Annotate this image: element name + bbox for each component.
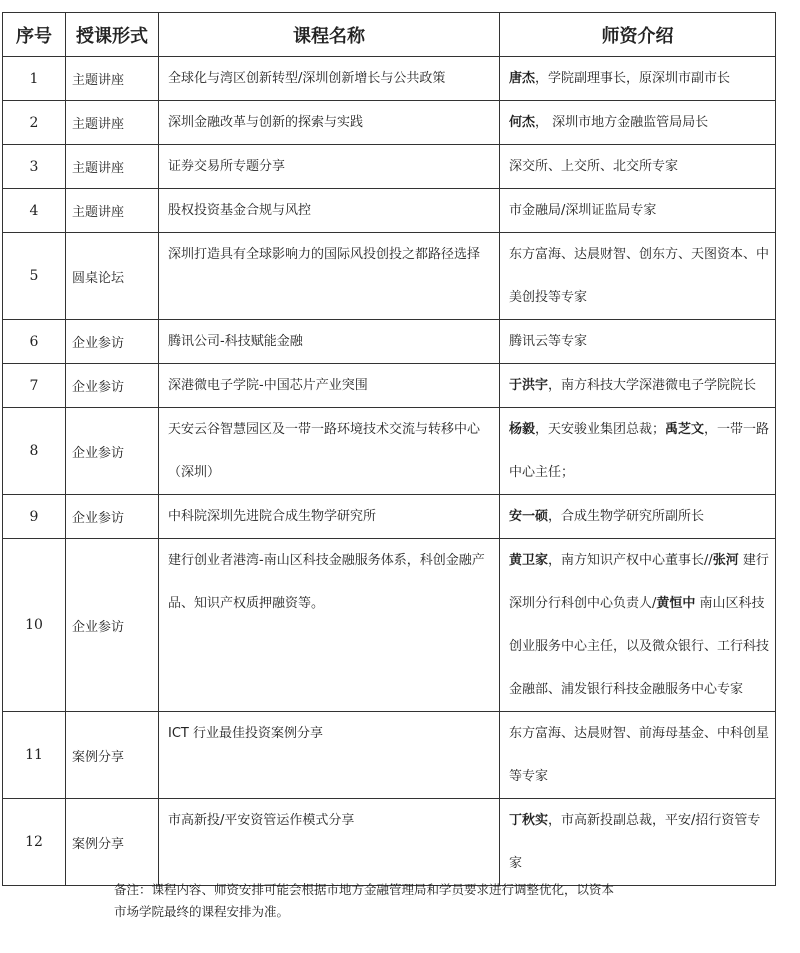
teacher-text: 建行深圳分行科创中心负责人/ (509, 553, 769, 611)
row-teacher (500, 233, 776, 320)
row-teacher (500, 57, 776, 101)
row-teacher (500, 539, 776, 712)
row-number: 7 (3, 364, 66, 408)
teacher-text: ， 深圳市地方金融监管局局长 (535, 115, 709, 130)
header-course: 课程名称 (159, 13, 500, 57)
row-format: 企业参访 (66, 539, 159, 712)
row-number: 1 (3, 57, 66, 101)
row-format: 主题讲座 (66, 145, 159, 189)
table-row (3, 145, 776, 189)
row-teacher (500, 145, 776, 189)
row-teacher (500, 189, 776, 233)
table-row (3, 57, 776, 101)
row-course: 深港微电子学院-中国芯片产业突围 (159, 364, 500, 408)
row-format: 企业参访 (66, 495, 159, 539)
footnote (114, 879, 714, 923)
row-course: 建行创业者港湾-南山区科技金融服务体系，科创金融产品、知识产权质押融资等。 (159, 539, 500, 712)
table-row (3, 189, 776, 233)
teacher-text: 深交所、上交所、北交所专家 (509, 159, 679, 174)
row-number: 3 (3, 145, 66, 189)
row-teacher (500, 495, 776, 539)
row-number: 5 (3, 233, 66, 320)
table-row (3, 233, 776, 320)
teacher-text: ，合成生物学研究所副所长 (548, 509, 705, 524)
row-format: 企业参访 (66, 408, 159, 495)
table-row (3, 408, 776, 495)
row-number: 4 (3, 189, 66, 233)
teacher-text: ，一带一路中心主任； (509, 422, 770, 480)
row-number: 9 (3, 495, 66, 539)
footnote-line-2: 市场学院最终的课程安排为准。 (114, 904, 290, 919)
teacher-name: 安一硕 (509, 509, 549, 524)
table-row (3, 799, 776, 886)
teacher-text: ，南方知识产权中心董事长// (548, 553, 713, 568)
teacher-text: ，天安骏业集团总裁； (535, 422, 666, 437)
teacher-name: 黄卫家 (509, 553, 549, 568)
row-format: 圆桌论坛 (66, 233, 159, 320)
row-format: 主题讲座 (66, 57, 159, 101)
teacher-text: 腾讯云等专家 (509, 334, 588, 349)
teacher-text: ，南方科技大学深港微电子学院院长 (548, 378, 757, 393)
row-course: 腾讯公司-科技赋能金融 (159, 320, 500, 364)
row-course: 天安云谷智慧园区及一带一路环境技术交流与转移中心（深圳） (159, 408, 500, 495)
row-course: 深圳金融改革与创新的探索与实践 (159, 101, 500, 145)
row-course: 深圳打造具有全球影响力的国际风投创投之都路径选择 (159, 233, 500, 320)
teacher-text: 市金融局/深圳证监局专家 (509, 203, 657, 218)
row-number: 2 (3, 101, 66, 145)
row-format: 案例分享 (66, 799, 159, 886)
row-format: 企业参访 (66, 364, 159, 408)
table-header (3, 13, 776, 57)
teacher-name: 于洪宇 (509, 378, 549, 393)
row-number: 11 (3, 712, 66, 799)
teacher-name: 唐杰 (509, 71, 536, 86)
table-body (3, 57, 776, 886)
row-course: 全球化与湾区创新转型/深圳创新增长与公共政策 (159, 57, 500, 101)
row-teacher (500, 320, 776, 364)
table-row (3, 364, 776, 408)
row-teacher (500, 799, 776, 886)
row-number: 10 (3, 539, 66, 712)
header-format: 授课形式 (66, 13, 159, 57)
header-row (3, 13, 776, 57)
table-row (3, 712, 776, 799)
header-teacher: 师资介绍 (500, 13, 776, 57)
teacher-name: 丁秋实 (509, 813, 549, 828)
row-course: 股权投资基金合规与风控 (159, 189, 500, 233)
row-number: 8 (3, 408, 66, 495)
row-format: 主题讲座 (66, 101, 159, 145)
row-format: 企业参访 (66, 320, 159, 364)
row-format: 主题讲座 (66, 189, 159, 233)
teacher-text: 南山区科技创业服务中心主任，以及微众银行、工行科技金融部、浦发银行科技金融服务中心专家 (509, 596, 770, 697)
table-row (3, 320, 776, 364)
row-teacher (500, 364, 776, 408)
teacher-name: 何杰 (509, 115, 536, 130)
row-format: 案例分享 (66, 712, 159, 799)
row-course: ICT 行业最佳投资案例分享 (159, 712, 500, 799)
teacher-name: 杨毅 (509, 422, 536, 437)
teacher-text: 东方富海、达晨财智、创东方、天图资本、中美创投等专家 (509, 247, 770, 305)
table-row (3, 495, 776, 539)
teacher-text: 东方富海、达晨财智、前海母基金、中科创星等专家 (509, 726, 770, 784)
header-number: 序号 (3, 13, 66, 57)
table-row (3, 101, 776, 145)
row-teacher (500, 101, 776, 145)
row-number: 6 (3, 320, 66, 364)
teacher-text: ，市高新投副总裁，平安/招行资管专家 (509, 813, 761, 871)
row-number: 12 (3, 799, 66, 886)
teacher-text: ，学院副理事长，原深圳市副市长 (535, 71, 731, 86)
row-course: 市高新投/平安资管运作模式分享 (159, 799, 500, 886)
teacher-name: 禹芝文 (665, 422, 705, 437)
footnote-line-1: 备注：课程内容、师资安排可能会根据市地方金融管理局和学员要求进行调整优化，以资本 (114, 882, 615, 897)
row-teacher (500, 712, 776, 799)
course-schedule-table (2, 12, 776, 886)
table-row (3, 539, 776, 712)
row-course: 中科院深圳先进院合成生物学研究所 (159, 495, 500, 539)
row-course: 证券交易所专题分享 (159, 145, 500, 189)
row-teacher (500, 408, 776, 495)
teacher-name: 黄恒中 (656, 596, 696, 611)
teacher-name: 张河 (712, 553, 739, 568)
